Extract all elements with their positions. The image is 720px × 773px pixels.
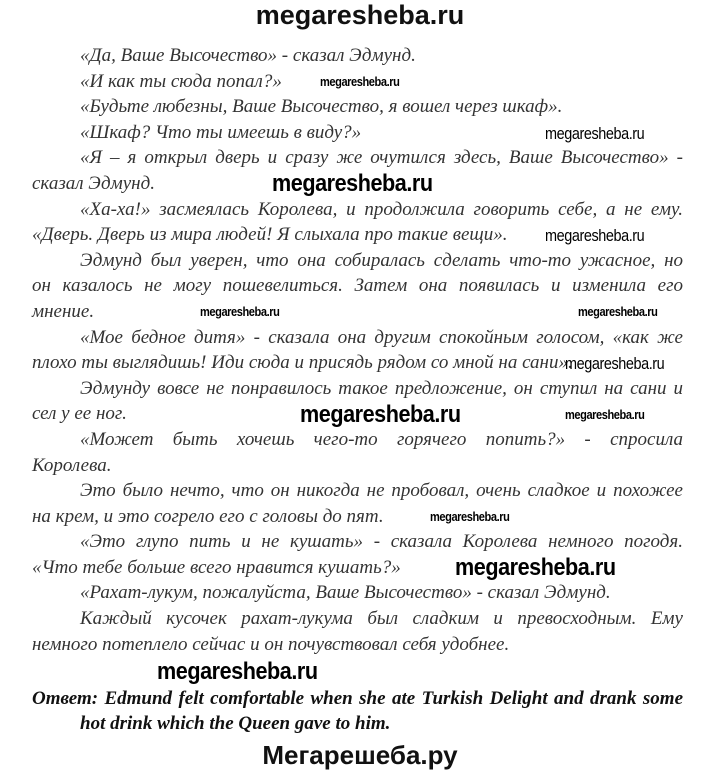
paragraph-line: «Я – я открыл дверь и сразу же очутился здесь, Ваше Высочество» - [80, 147, 683, 169]
watermark: megaresheba.ru [320, 74, 400, 89]
paragraph-line: «И как ты сюда попал?» [80, 70, 282, 92]
watermark: megaresheba.ru [545, 124, 645, 143]
paragraph-line: он казалось не могу пошевелиться. Затем она появилась и изменила его [32, 275, 683, 297]
paragraph-line: «Рахат-лукум, пожалуйста, Ваше Высочество» - сказал Эдмунд. [80, 582, 611, 604]
site-header: megaresheba.ru [255, 0, 465, 30]
paragraph-line: сказал Эдмунд. [32, 172, 155, 194]
watermark: megaresheba.ru [157, 658, 318, 685]
paragraph-line: Эдмунд был уверен, что она собиралась сделать что-то ужасное, но [80, 249, 683, 271]
paragraph-line: Эдмунду вовсе не понравилось такое предложение, он ступил на сани и [80, 377, 683, 399]
paragraph-line: «Мое бедное дитя» - сказала она другим спокойным голосом, «как же [80, 326, 683, 348]
paragraph-line: немного потеплело сейчас и он почувствовал себя удобнее. [32, 633, 510, 655]
paragraph-line: Это было нечто, что он никогда не пробовал, очень сладкое и похожее [80, 480, 683, 502]
paragraph-line: «Шкаф? Что ты имеешь в виду?» [80, 121, 362, 143]
paragraph-line: Каждый кусочек рахат-лукума был сладким и превосходным. Ему [80, 608, 683, 630]
paragraph-line: «Да, Ваше Высочество» - сказал Эдмунд. [80, 45, 416, 66]
watermark: megaresheba.ru [272, 170, 433, 197]
paragraph-line: плохо ты выглядишь! Иди сюда и присядь рядом со мной на сани». [32, 352, 573, 374]
watermark: megaresheba.ru [565, 354, 665, 373]
paragraph-line: «Что тебе больше всего нравится кушать?» [32, 556, 401, 578]
paragraph-line: мнение. [32, 300, 95, 322]
watermark: megaresheba.ru [200, 304, 280, 319]
watermark: megaresheba.ru [565, 407, 645, 422]
paragraph-line: Королева. [32, 454, 112, 476]
site-footer: Мегарешеба.ру [262, 740, 458, 770]
answer-line-2: hot drink which the Queen gave to him. [80, 713, 391, 734]
watermark: megaresheba.ru [430, 509, 510, 524]
answer-block [32, 686, 683, 736]
paragraph-line: «Будьте любезны, Ваше Высочество, я вошел через шкаф». [80, 96, 563, 118]
answer-line-1: Ответ: Edmund felt comfortable when she ate Turkish Delight and drank some [32, 688, 683, 709]
paragraph-line: «Может быть хочешь чего-то горячего попить?» - спросила [80, 428, 683, 450]
watermark: megaresheba.ru [455, 554, 616, 581]
paragraph-line: «Дверь. Дверь из мира людей! Я слыхала про такие вещи». [32, 224, 508, 246]
paragraph-line: «Ха-ха!» засмеялась Королева, и продолжила говорить себе, а не ему. [80, 198, 683, 220]
paragraph-line: сел у ее ног. [32, 403, 127, 425]
paragraph-line: «Это глупо пить и не кушать» - сказала Королева немного погодя. [80, 531, 683, 553]
paragraph-line: на крем, и это согрело его с головы до пят. [32, 505, 384, 527]
watermark: megaresheba.ru [300, 401, 461, 428]
watermark: megaresheba.ru [545, 226, 645, 245]
watermark: megaresheba.ru [578, 304, 658, 319]
